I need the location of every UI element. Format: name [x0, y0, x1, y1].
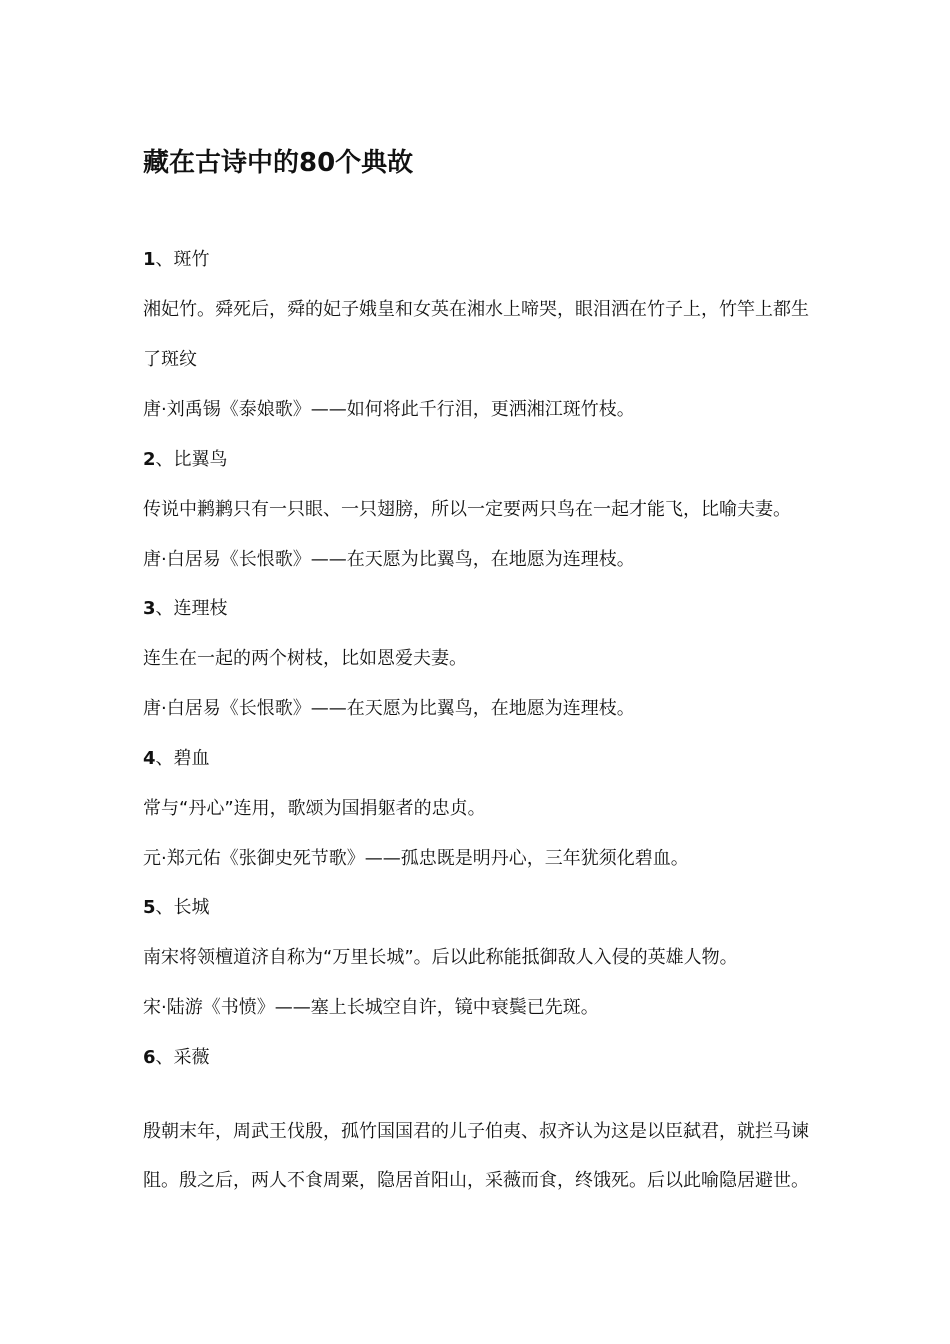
section-number: 4: [143, 748, 156, 769]
section-explanation-line: 传说中鹣鹣只有一只眼、一只翅膀，所以一定要两只鸟在一起才能飞，比喻夫妻。: [143, 499, 791, 520]
section-quote: 唐·刘禹锡《泰娘歌》——如何将此千行泪，更洒湘江斑竹枝。: [143, 399, 635, 420]
section-heading-2: [143, 445, 228, 475]
section-name: 、碧血: [155, 748, 210, 769]
section-number: 5: [143, 897, 156, 918]
page-title: 藏在古诗中的80个典故: [143, 148, 414, 178]
section-quote: 唐·白居易《长恨歌》——在天愿为比翼鸟，在地愿为连理枝。: [143, 698, 635, 719]
section-number: 6: [143, 1047, 156, 1068]
section-heading-4: [143, 744, 210, 774]
section-number: 2: [143, 449, 156, 470]
section-number: 1: [143, 249, 156, 270]
section-quote: 唐·白居易《长恨歌》——在天愿为比翼鸟，在地愿为连理枝。: [143, 549, 635, 570]
section-explanation-line: 连生在一起的两个树枝，比如恩爱夫妻。: [143, 648, 467, 669]
section-explanation-line: 殷朝末年，周武王伐殷，孤竹国国君的儿子伯夷、叔齐认为这是以臣弑君，就拦马谏: [143, 1121, 809, 1142]
section-name: 、斑竹: [155, 249, 210, 270]
section-number: 3: [143, 598, 156, 619]
section-name: 、连理枝: [155, 598, 228, 619]
section-heading-1: [143, 245, 210, 275]
section-name: 、采薇: [155, 1047, 210, 1068]
section-name: 、比翼鸟: [155, 449, 228, 470]
section-heading-6: [143, 1043, 210, 1073]
section-explanation-line: 了斑纹: [143, 349, 197, 370]
section-quote: 元·郑元佑《张御史死节歌》——孤忠既是明丹心，三年犹须化碧血。: [143, 848, 689, 869]
section-name: 、长城: [155, 897, 210, 918]
section-explanation-line: 南宋将领檀道济自称为“万里长城”。后以此称能抵御敌人入侵的英雄人物。: [143, 947, 738, 968]
section-heading-5: [143, 893, 210, 923]
section-quote: 宋·陆游《书愤》——塞上长城空自许，镜中衰鬓已先斑。: [143, 997, 599, 1018]
section-explanation-line: 常与“丹心”连用，歌颂为国捐躯者的忠贞。: [143, 798, 486, 819]
section-explanation-line: 湘妃竹。舜死后，舜的妃子娥皇和女英在湘水上啼哭，眼泪洒在竹子上，竹竿上都生: [143, 299, 809, 320]
section-heading-3: [143, 594, 228, 624]
section-explanation-line: 阻。殷之后，两人不食周粟，隐居首阳山，采薇而食，终饿死。后以此喻隐居避世。: [143, 1170, 809, 1191]
